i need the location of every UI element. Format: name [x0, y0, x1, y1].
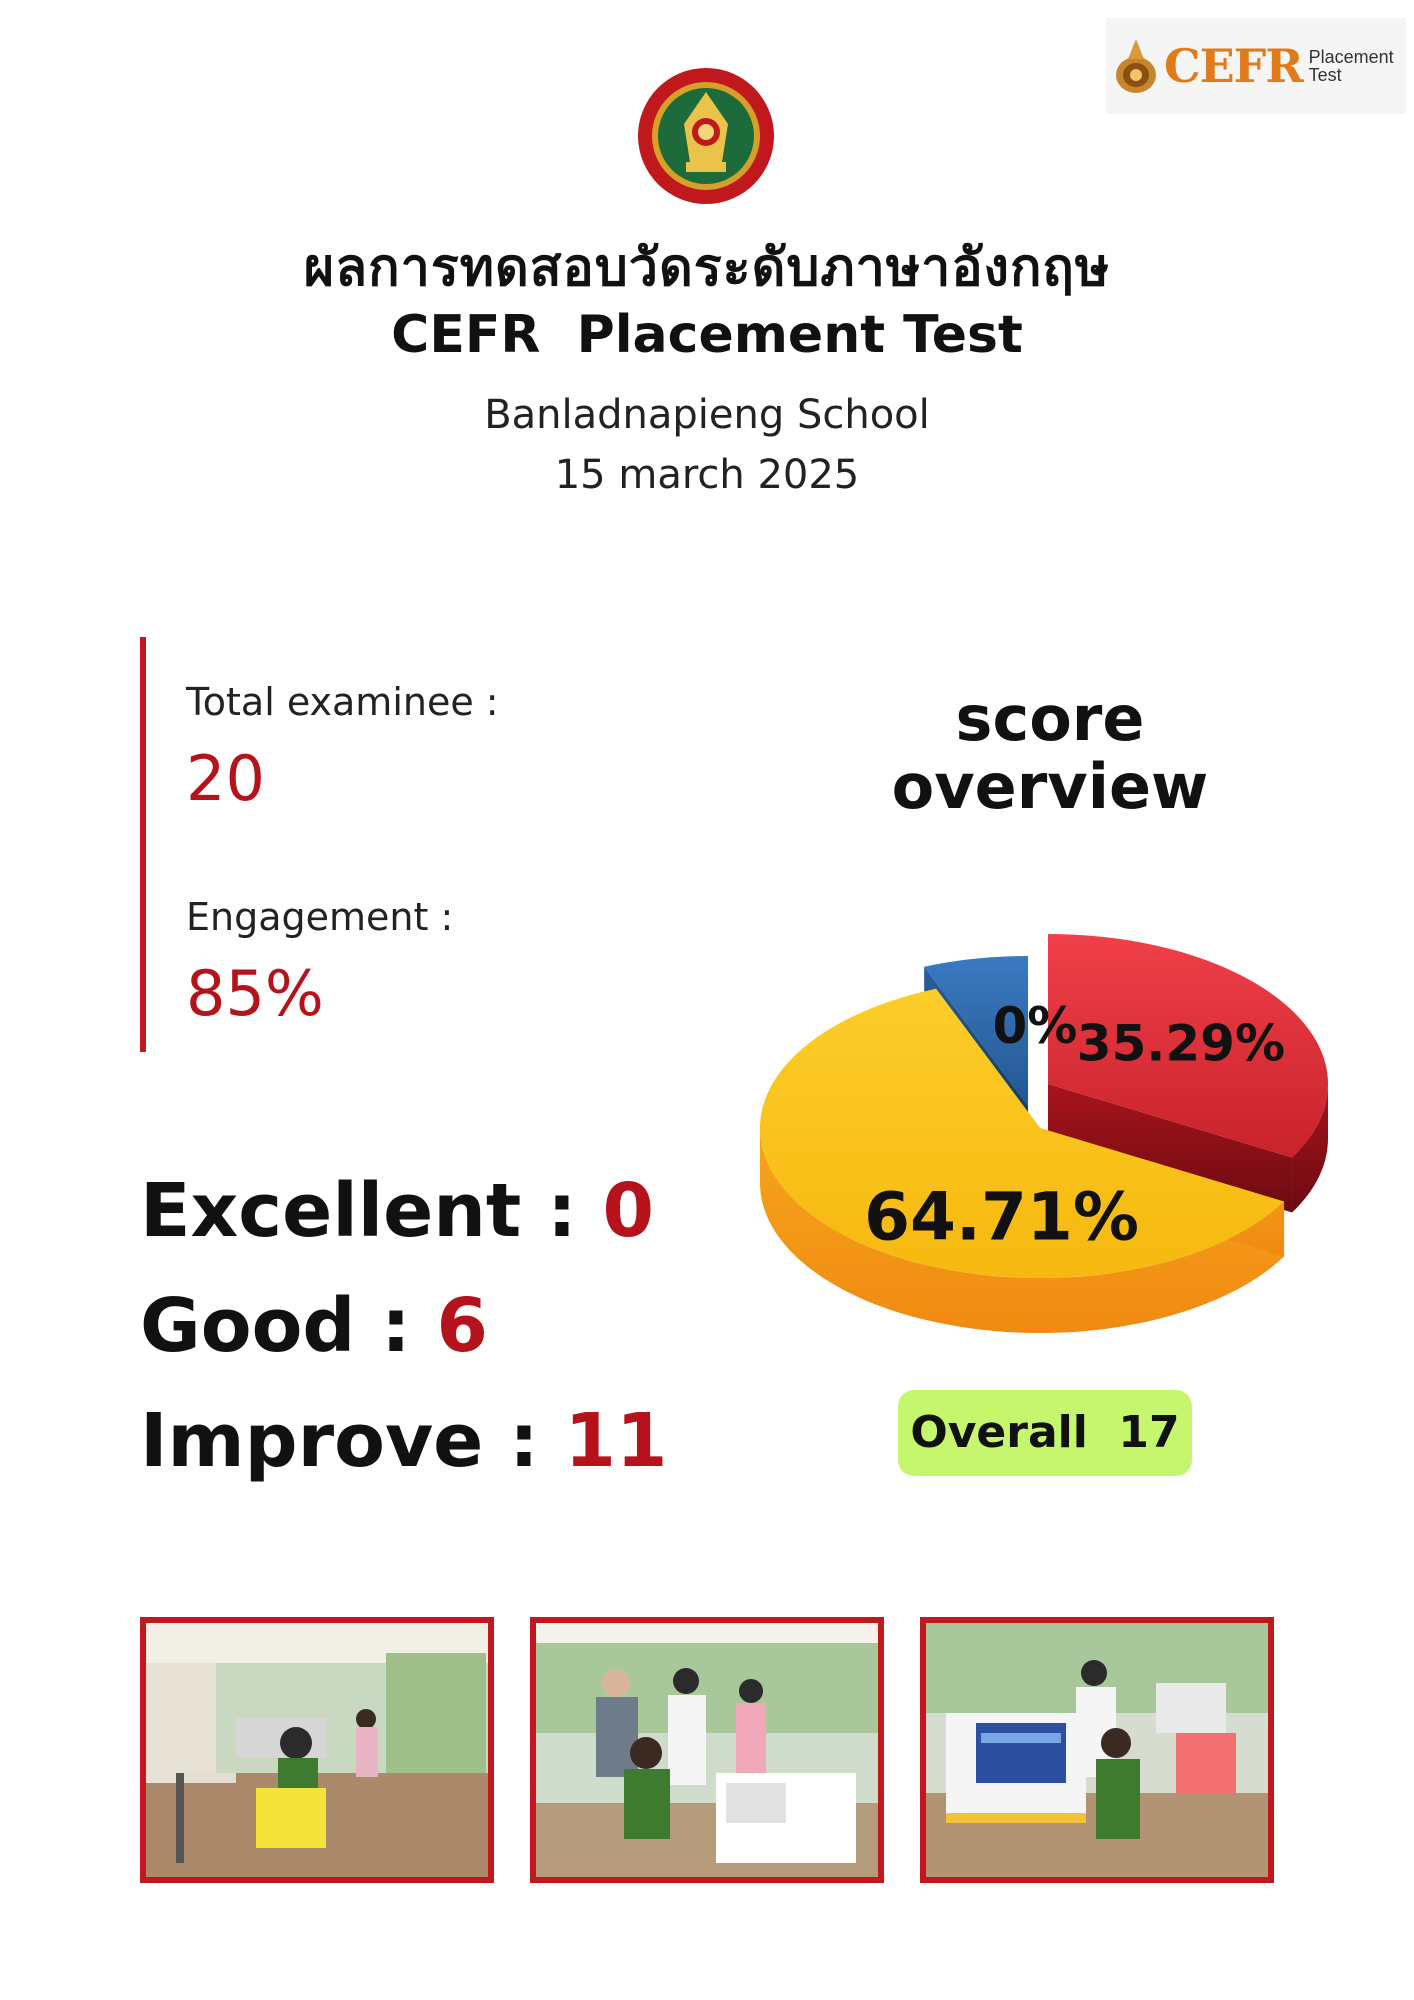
brand-subtitle: Placement Test	[1308, 47, 1394, 85]
classroom-photo-3-image	[926, 1623, 1268, 1877]
score-pie-chart	[740, 860, 1360, 1380]
pie-label-2: 64.71%	[864, 1178, 1139, 1256]
cefr-brand-badge	[1106, 18, 1406, 114]
overall-badge: Overall 17	[898, 1390, 1192, 1476]
engagement-label: Engagement :	[186, 895, 454, 939]
test-date: 15 march 2025	[554, 452, 860, 498]
level-excellent-count: 0	[602, 1168, 654, 1254]
stats-accent-bar	[140, 637, 146, 1052]
pie-label-1: 35.29%	[1076, 1014, 1286, 1073]
classroom-photo-2-image	[536, 1623, 878, 1877]
classroom-photo-1-image	[146, 1623, 488, 1877]
level-improve: Improve : 11	[140, 1398, 668, 1484]
level-good: Good : 6	[140, 1283, 489, 1369]
crest-icon	[1114, 37, 1158, 95]
brand-word: CEFR	[1164, 39, 1303, 93]
level-excellent: Excellent : 0	[140, 1168, 654, 1254]
pie-label-0: 0%	[992, 996, 1078, 1055]
classroom-photo-3	[920, 1617, 1274, 1883]
level-good-count: 6	[436, 1283, 489, 1369]
page-title-english: CEFR Placement Test	[391, 305, 1023, 365]
school-crest-icon	[636, 66, 776, 206]
classroom-photo-2	[530, 1617, 884, 1883]
engagement-value: 85%	[186, 957, 324, 1030]
chart-title: score overview	[891, 682, 1209, 823]
total-examinee-value: 20	[186, 742, 265, 815]
school-name: Banladnapieng School	[484, 392, 930, 438]
page-title-thai: ผลการทดสอบวัดระดับภาษาอังกฤษ	[303, 238, 1111, 298]
total-examinee-label: Total examinee :	[186, 680, 499, 724]
level-improve-count: 11	[564, 1398, 668, 1484]
classroom-photo-1	[140, 1617, 494, 1883]
